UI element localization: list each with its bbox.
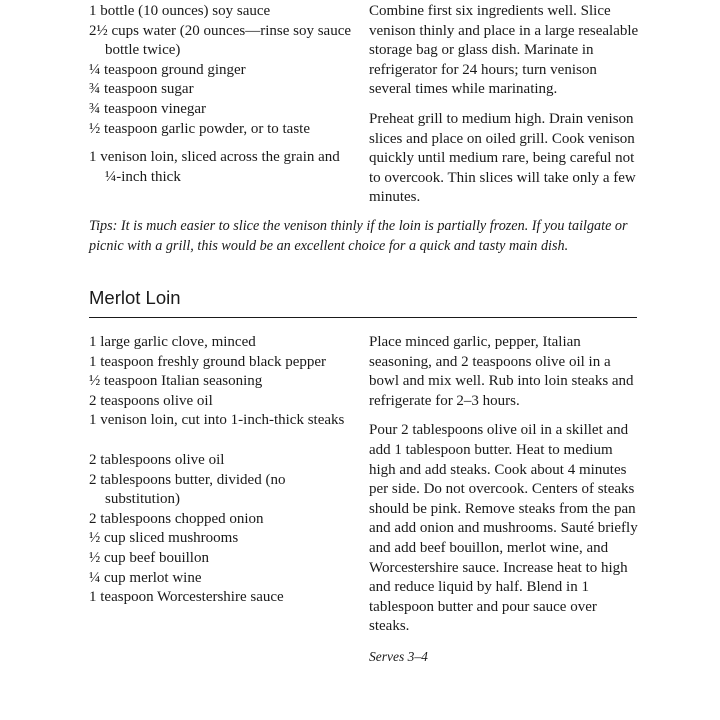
ingredient-item: ¾ teaspoon sugar <box>89 81 194 98</box>
ingredient-item: 2 tablespoons butter, divided (no substitution) <box>89 471 286 508</box>
ingredient-item: ½ teaspoon Italian seasoning <box>89 373 263 390</box>
direction-paragraph: Preheat grill to medium high. Drain venison slices and place on oiled grill. Cook venison quickly until medium rare, being careful not to overcook. Thin slices will take only a few minutes. <box>369 110 636 206</box>
recipe2-ingredients <box>89 333 354 608</box>
ingredient-item: 2 teaspoons olive oil <box>89 392 213 409</box>
ingredient-item: ¾ teaspoon vinegar <box>89 100 207 117</box>
ingredient-item: ¼ cup merlot wine <box>89 569 202 586</box>
ingredient-item: 1 venison loin, sliced across the grain and ¼-inch thick <box>89 149 340 185</box>
recipe1-directions <box>369 2 639 218</box>
direction-paragraph: Combine first six ingredients well. Slice venison thinly and place in a large resealable storage bag or glass dish. Marinate in refrigerator for 24 hours; turn venison several times while marinating. <box>369 3 639 98</box>
ingredient-item: 1 large garlic clove, minced <box>89 334 256 350</box>
ingredient-item: 1 teaspoon freshly ground black pepper <box>89 353 327 370</box>
heading-rule <box>89 317 637 318</box>
recipe1-ingredients <box>89 2 354 187</box>
recipe1-tips: Tips: It is much easier to slice the venison thinly if the loin is partially frozen. If you tailgate or picnic with a grill, this would be an excellent choice for a quick and tasty main dish. <box>89 218 628 254</box>
serves-note: Serves 3–4 <box>369 648 428 664</box>
ingredient-item: ½ cup sliced mushrooms <box>89 530 239 547</box>
direction-paragraph: Place minced garlic, pepper, Italian seasoning, and 2 teaspoons olive oil in a bowl and mix well. Rub into loin steaks and refrigerate for 2–3 hours. <box>369 334 634 409</box>
recipe-title: Merlot Loin <box>89 287 181 308</box>
ingredient-item: ½ teaspoon garlic powder, or to taste <box>89 120 311 137</box>
ingredient-item: ¼ teaspoon ground ginger <box>89 61 246 78</box>
ingredient-item: 1 teaspoon Worcestershire sauce <box>89 589 284 606</box>
ingredient-item: 1 bottle (10 ounces) soy sauce <box>89 3 271 19</box>
ingredient-item: 2 tablespoons chopped onion <box>89 510 264 527</box>
direction-paragraph: Pour 2 tablespoons olive oil in a skillet and add 1 tablespoon butter. Heat to medium high and add steaks. Cook about 4 minutes per side. Do not overcook. Centers of steaks should be pink. Remove steaks from the pan and add onion and mushrooms. Sauté briefly and add beef bouillon, merlot wine, and Worcestershire sauce. Increase heat to high and reduce liquid by half. Blend in 1 tablespoon butter and pour sauce over steaks. <box>369 422 638 635</box>
ingredient-item: ½ cup beef bouillon <box>89 549 209 566</box>
ingredient-item: 2 tablespoons olive oil <box>89 451 225 468</box>
recipe2-directions <box>369 333 639 667</box>
ingredient-item: 2½ cups water (20 ounces—rinse soy sauce bottle twice) <box>89 22 352 59</box>
ingredient-item: 1 venison loin, cut into 1-inch-thick steaks <box>89 412 345 429</box>
